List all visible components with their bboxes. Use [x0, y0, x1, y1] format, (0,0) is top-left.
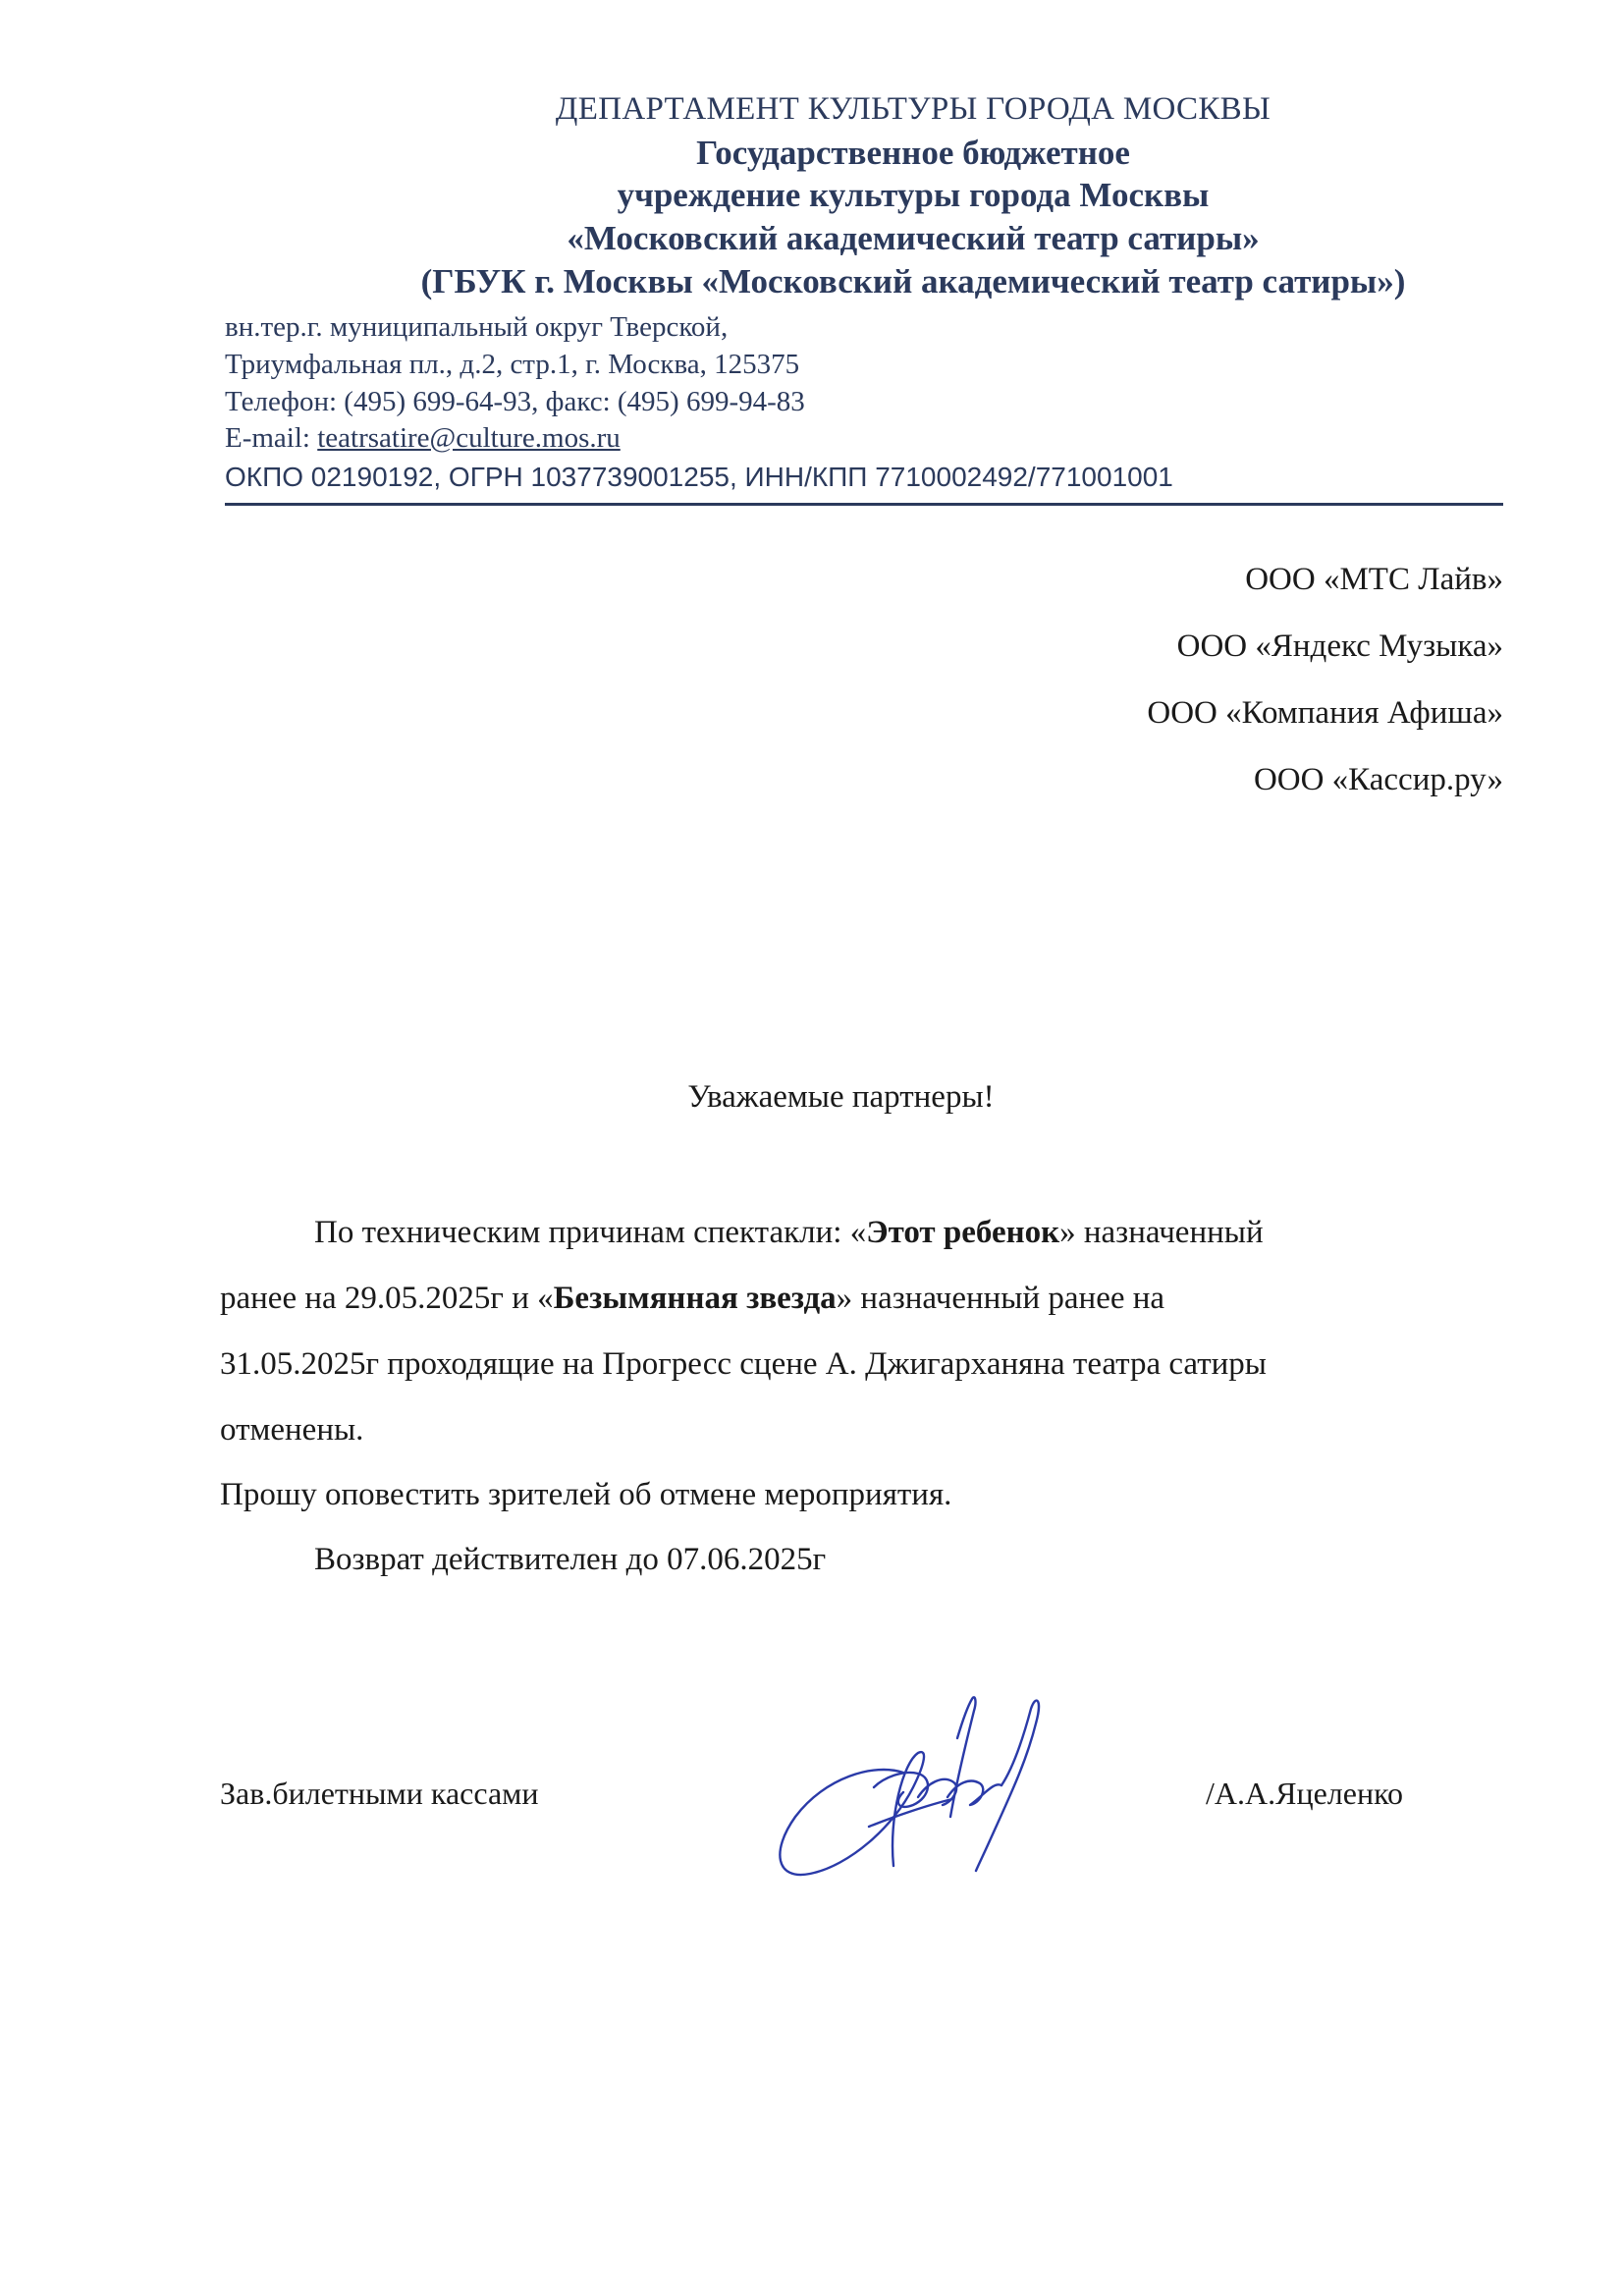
- body-paragraph-line: [314, 1215, 1264, 1251]
- email-line: [225, 422, 621, 455]
- handwritten-signature: [756, 1679, 1080, 1895]
- email-label: E-mail:: [225, 422, 318, 454]
- org-name-line-2: учреждение культуры города Москвы: [617, 176, 1210, 214]
- body-text: » назначенный: [1059, 1215, 1264, 1250]
- salutation: Уважаемые партнеры!: [687, 1079, 995, 1115]
- org-name-line-1: Государственное бюджетное: [696, 134, 1130, 172]
- org-name-line-3: «Московский академический театр сатиры»: [567, 219, 1260, 257]
- registration-codes: ОКПО 02190192, ОГРН 1037739001255, ИНН/КПП 7710002492/771001001: [225, 462, 1173, 492]
- body-text: По техническим причинам спектакли: «: [314, 1215, 867, 1250]
- letterhead-divider: [225, 503, 1503, 506]
- show-title-1: Этот ребенок: [866, 1215, 1060, 1250]
- signatory-name: /А.А.Яцеленко: [1206, 1776, 1403, 1811]
- addressee-list: [1147, 546, 1503, 813]
- addressee-item: ООО «Яндекс Музыка»: [1176, 629, 1503, 664]
- request-line: Прошу оповестить зрителей об отмене мероприятия.: [220, 1477, 952, 1512]
- org-name-line-4: (ГБУК г. Москвы «Московский академический театр сатиры»): [420, 262, 1406, 301]
- body-text: ранее на 29.05.2025г и «: [220, 1281, 554, 1316]
- body-text: » назначенный ранее на: [836, 1281, 1165, 1316]
- body-paragraph-line: [220, 1281, 1164, 1317]
- refund-deadline-line: Возврат действителен до 07.06.2025г: [314, 1542, 827, 1577]
- show-title-2: Безымянная звезда: [553, 1281, 837, 1316]
- email-link[interactable]: teatrsatire@culture.mos.ru: [317, 422, 621, 454]
- addressee-item: ООО «Компания Афиша»: [1147, 695, 1503, 731]
- address-line-1: вн.тер.г. муниципальный округ Тверской,: [225, 311, 729, 343]
- addressee-item: ООО «МТС Лайв»: [1245, 562, 1503, 597]
- body-paragraph-line: 31.05.2025г проходящие на Прогресс сцене А. Джигарханяна театра сатиры: [220, 1346, 1267, 1382]
- body-paragraph-line: отменены.: [220, 1412, 364, 1448]
- department-name: ДЕПАРТАМЕНТ КУЛЬТУРЫ ГОРОДА МОСКВЫ: [555, 91, 1271, 127]
- phone-line: Телефон: (495) 699-64-93, факс: (495) 699-94-83: [225, 386, 805, 417]
- address-line-2: Триумфальная пл., д.2, стр.1, г. Москва, 125375: [225, 349, 800, 380]
- addressee-item: ООО «Кассир.ру»: [1253, 762, 1503, 797]
- signatory-role: Зав.билетными кассами: [220, 1776, 539, 1811]
